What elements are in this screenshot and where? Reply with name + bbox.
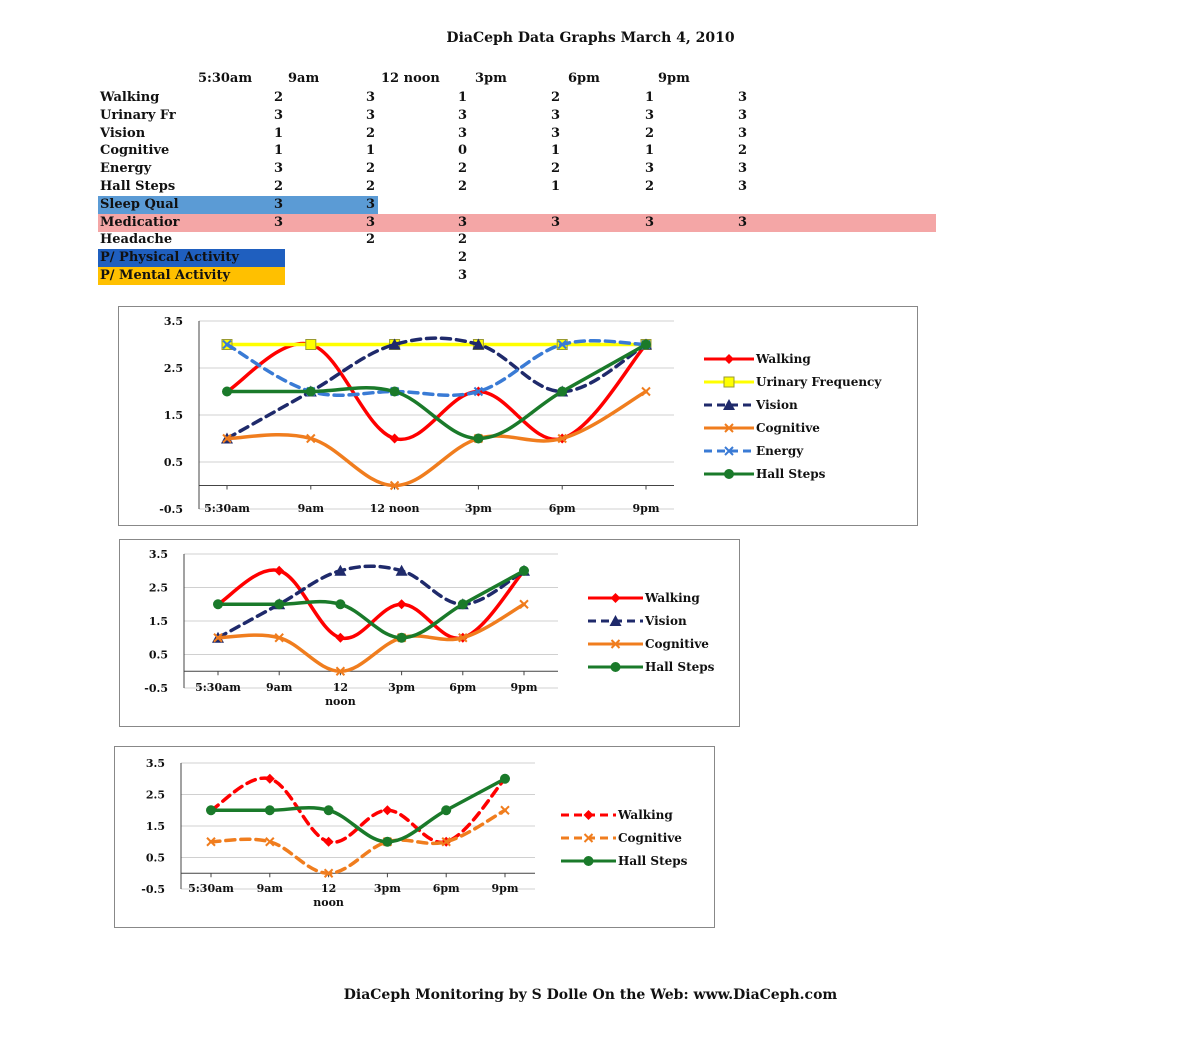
data-point [206, 805, 216, 815]
table-cell: 1 [551, 179, 561, 194]
x-tick-label: 5:30am [188, 882, 234, 895]
table-cell: 3 [738, 161, 748, 177]
table-cell: 1 [366, 143, 376, 159]
legend-label: Vision [756, 398, 798, 412]
legend-label: Energy [756, 444, 804, 458]
data-point [324, 837, 334, 847]
table-cell: 3 [738, 125, 748, 141]
y-tick-label: -0.5 [159, 503, 183, 516]
data-point [724, 377, 734, 387]
x-tick-label: 6pm [449, 681, 477, 694]
table-cell: 2 [366, 161, 376, 177]
table-cell: 2 [458, 179, 468, 194]
table-cell: 2 [738, 143, 748, 159]
table-cell: 2 [645, 179, 655, 194]
row-highlight [98, 214, 936, 232]
x-tick-label: 12 noon [325, 681, 356, 708]
table-header-time: 6pm [568, 71, 600, 86]
page-footer: DiaCeph Monitoring by S Dolle On the Web: www.DiaCeph.com [343, 987, 838, 1003]
y-tick-label: 2.5 [148, 581, 168, 595]
table-row-label: Energy [100, 161, 152, 177]
x-tick-label: 3pm [373, 882, 401, 895]
table-cell: 3 [458, 268, 468, 283]
legend-label: Walking [756, 352, 811, 366]
data-point [324, 805, 334, 815]
table-header-time: 3pm [475, 71, 507, 86]
table-cell: 3 [274, 107, 284, 123]
table-cell: 3 [366, 107, 376, 123]
table-row-label: Sleep Qual [100, 196, 179, 212]
table-row-label: Hall Steps [100, 179, 176, 194]
x-tick-label: 9am [297, 502, 325, 515]
table-cell: 3 [458, 107, 468, 123]
table-row-label: Medicatior [100, 214, 180, 230]
table-cell: 3 [366, 196, 376, 212]
table-cell: 2 [458, 161, 468, 177]
table-cell: 3 [645, 161, 655, 177]
legend-label: Cognitive [618, 831, 682, 845]
table-cell: 1 [645, 143, 655, 159]
legend-label: Cognitive [756, 421, 820, 435]
y-tick-label: 3.5 [145, 757, 165, 770]
y-tick-label: 0.5 [145, 851, 165, 865]
table-cell: 1 [645, 90, 655, 105]
table-cell: 2 [366, 179, 376, 194]
legend-label: Vision [645, 614, 687, 628]
table-cell: 3 [366, 90, 376, 105]
data-point [213, 599, 223, 609]
x-tick-label: 9am [265, 681, 293, 694]
table-cell: 1 [458, 90, 468, 105]
data-table [98, 70, 938, 290]
table-cell: 2 [274, 179, 284, 194]
table-cell: 3 [551, 214, 561, 230]
y-tick-label: 2.5 [145, 788, 165, 802]
table-cell: 3 [645, 214, 655, 230]
data-point [274, 566, 284, 576]
data-point [611, 593, 621, 603]
table-row-label: Cognitive [100, 143, 170, 159]
table-cell: 2 [458, 232, 468, 248]
chart-three-metrics-svg [115, 747, 716, 929]
data-point [222, 387, 232, 397]
data-point [382, 837, 392, 847]
data-point [641, 340, 651, 350]
data-point [390, 387, 400, 397]
x-tick-label: 9am [256, 882, 284, 895]
data-point [584, 856, 594, 866]
chart-four-metrics [119, 539, 740, 727]
data-point [611, 662, 621, 672]
data-point [724, 354, 734, 364]
data-point [584, 810, 594, 820]
chart-four-metrics-svg [120, 540, 741, 728]
series-line [211, 779, 505, 842]
table-cell: 1 [274, 125, 284, 141]
y-tick-label: 3.5 [148, 548, 168, 561]
table-cell: 2 [551, 161, 561, 177]
table-cell: 2 [645, 125, 655, 141]
table-cell: 2 [366, 125, 376, 141]
legend-label: Cognitive [645, 637, 709, 651]
table-row-label: Walking [100, 90, 160, 105]
y-tick-label: 3.5 [163, 315, 183, 328]
table-cell: 0 [458, 143, 468, 159]
chart-all-metrics [118, 306, 918, 526]
chart-three-metrics [114, 746, 715, 928]
table-header-time: 9am [288, 71, 320, 86]
page-title: DiaCeph Data Graphs March 4, 2010 [446, 30, 735, 46]
table-cell: 3 [738, 179, 748, 194]
data-point [397, 599, 407, 609]
table-row-label: Urinary Fr [100, 107, 176, 123]
data-point [519, 566, 529, 576]
data-point [557, 387, 567, 397]
y-tick-label: 1.5 [148, 615, 168, 628]
y-tick-label: 0.5 [148, 648, 168, 662]
series-line [227, 392, 646, 486]
data-point [306, 340, 316, 350]
series-line [211, 810, 505, 873]
y-tick-label: 2.5 [163, 362, 183, 375]
y-tick-label: -0.5 [141, 883, 165, 896]
data-point [397, 633, 407, 643]
data-point [724, 469, 734, 479]
x-tick-label: 6pm [548, 502, 576, 515]
table-row-label: Headache [100, 232, 173, 248]
table-cell: 3 [458, 125, 468, 141]
table-cell: 3 [458, 214, 468, 230]
data-point [390, 434, 400, 444]
x-tick-label: 3pm [464, 502, 492, 515]
x-tick-label: 5:30am [195, 681, 241, 694]
legend-label: Walking [645, 591, 700, 605]
table-header-time: 12 noon [381, 71, 440, 86]
table-cell: 3 [738, 214, 748, 230]
legend-label: Hall Steps [618, 854, 688, 868]
chart-all-metrics-svg [119, 307, 919, 527]
x-tick-label: 3pm [388, 681, 416, 694]
table-cell: 3 [738, 107, 748, 123]
data-point [335, 599, 345, 609]
table-cell: 2 [274, 90, 284, 105]
x-tick-label: 6pm [432, 882, 460, 895]
table-cell: 3 [551, 125, 561, 141]
x-tick-label: 12 noon [313, 882, 344, 909]
table-cell: 3 [274, 196, 284, 212]
table-cell: 3 [274, 161, 284, 177]
data-point [382, 805, 392, 815]
legend-label: Hall Steps [645, 660, 715, 674]
table-cell: 3 [551, 107, 561, 123]
table-cell: 2 [366, 232, 376, 248]
table-header-time: 9pm [658, 71, 690, 86]
y-tick-label: 0.5 [163, 456, 183, 469]
table-cell: 2 [551, 90, 561, 105]
y-tick-label: -0.5 [144, 682, 168, 695]
data-point [265, 805, 275, 815]
data-point [306, 387, 316, 397]
legend-label: Walking [618, 808, 673, 822]
data-point [473, 434, 483, 444]
data-point [274, 599, 284, 609]
data-point [335, 633, 345, 643]
x-tick-label: 12 noon [369, 502, 420, 515]
data-point [458, 599, 468, 609]
table-header-time: 5:30am [198, 71, 253, 86]
y-tick-label: 1.5 [145, 820, 165, 833]
data-point [500, 774, 510, 784]
table-row-label: Vision [100, 125, 146, 141]
table-cell: 3 [738, 90, 748, 105]
legend-label: Hall Steps [756, 467, 826, 481]
data-point [265, 774, 275, 784]
table-cell: 3 [366, 214, 376, 230]
table-row-label: P/ Mental Activity [100, 268, 231, 283]
table-cell: 1 [551, 143, 561, 159]
x-tick-label: 9pm [510, 681, 538, 694]
x-tick-label: 5:30am [204, 502, 250, 515]
table-row-label: P/ Physical Activity [100, 250, 239, 266]
data-point [441, 805, 451, 815]
table-cell: 3 [274, 214, 284, 230]
x-tick-label: 9pm [491, 882, 519, 895]
x-tick-label: 9pm [632, 502, 660, 515]
y-tick-label: 1.5 [163, 409, 183, 422]
table-cell: 1 [274, 143, 284, 159]
table-cell: 3 [645, 107, 655, 123]
table-cell: 2 [458, 250, 468, 266]
legend-label: Urinary Frequency [756, 375, 882, 389]
